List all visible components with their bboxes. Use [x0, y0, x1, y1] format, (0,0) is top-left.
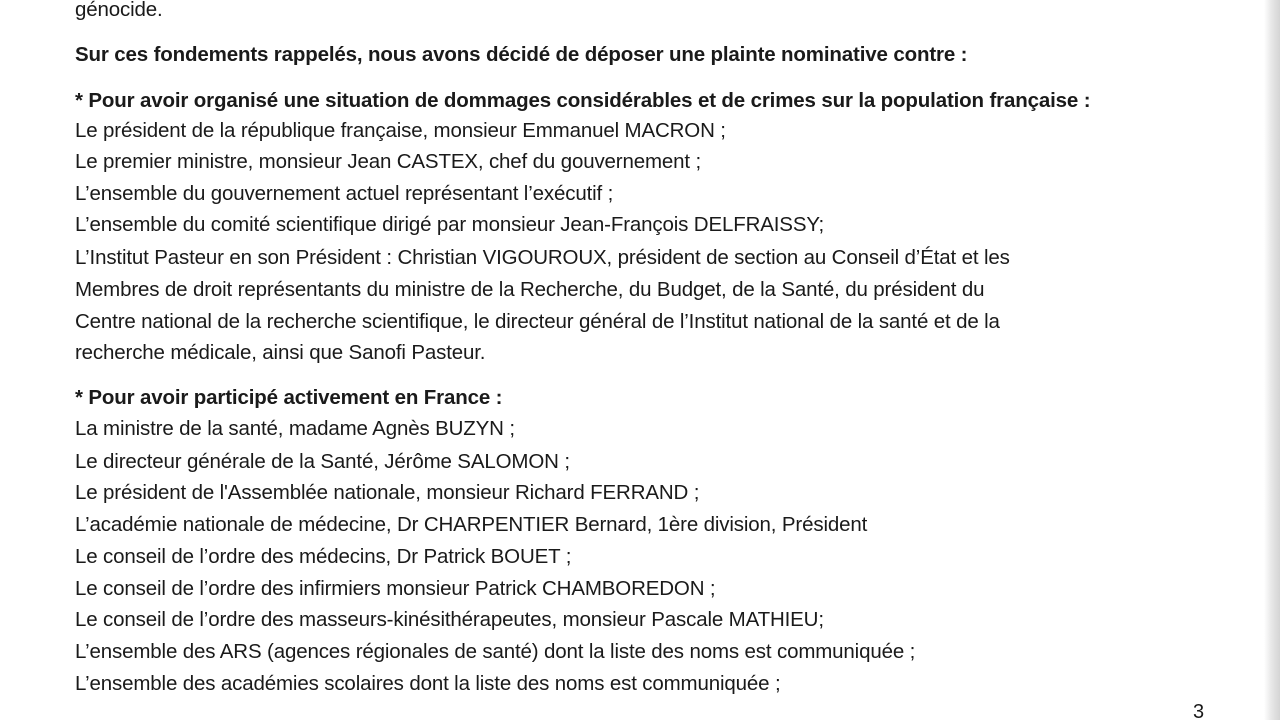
- section2-line: Le conseil de l’ordre des infirmiers monsieur Patrick CHAMBOREDON ;: [75, 577, 716, 600]
- section2-line: Le président de l'Assemblée nationale, monsieur Richard FERRAND ;: [75, 481, 700, 504]
- section2-line: La ministre de la santé, madame Agnès BUZYN ;: [75, 417, 515, 440]
- section2-heading: * Pour avoir participé activement en France :: [75, 386, 503, 409]
- section2-line: L’ensemble des ARS (agences régionales de santé) dont la liste des noms est communiquée ;: [75, 640, 916, 663]
- intro-paragraph: Sur ces fondements rappelés, nous avons décidé de déposer une plainte nominative contre :: [75, 43, 968, 66]
- section1-line: Membres de droit représentants du ministre de la Recherche, du Budget, de la Santé, du président du: [75, 278, 985, 301]
- section2-line: Le conseil de l’ordre des médecins, Dr Patrick BOUET ;: [75, 545, 572, 568]
- section2-line: Le conseil de l’ordre des masseurs-kinésithérapeutes, monsieur Pascale MATHIEU;: [75, 608, 824, 631]
- section1-line: L’ensemble du gouvernement actuel représentant l’exécutif ;: [75, 182, 614, 205]
- top-fragment-line: génocide.: [75, 0, 163, 21]
- section1-line: recherche médicale, ainsi que Sanofi Pasteur.: [75, 341, 486, 364]
- section2-line: L’académie nationale de médecine, Dr CHARPENTIER Bernard, 1ère division, Président: [75, 513, 868, 536]
- section1-line: L’ensemble du comité scientifique dirigé par monsieur Jean-François DELFRAISSY;: [75, 213, 825, 236]
- page-number: 3: [1193, 701, 1205, 723]
- section1-line: L’Institut Pasteur en son Président : Christian VIGOUROUX, président de section au Conseil d’État et les: [75, 246, 1010, 269]
- page-edge-shadow: [1264, 0, 1280, 720]
- section1-line: Le premier ministre, monsieur Jean CASTEX, chef du gouvernement ;: [75, 150, 702, 173]
- section2-line: L’ensemble des académies scolaires dont la liste des noms est communiquée ;: [75, 672, 781, 695]
- section1-heading: * Pour avoir organisé une situation de dommages considérables et de crimes sur la population française :: [75, 89, 1091, 112]
- section1-line: Le président de la république française, monsieur Emmanuel MACRON ;: [75, 119, 726, 142]
- section1-line: Centre national de la recherche scientifique, le directeur général de l’Institut national de la santé et de la: [75, 310, 1000, 333]
- section2-line: Le directeur générale de la Santé, Jérôme SALOMON ;: [75, 450, 570, 473]
